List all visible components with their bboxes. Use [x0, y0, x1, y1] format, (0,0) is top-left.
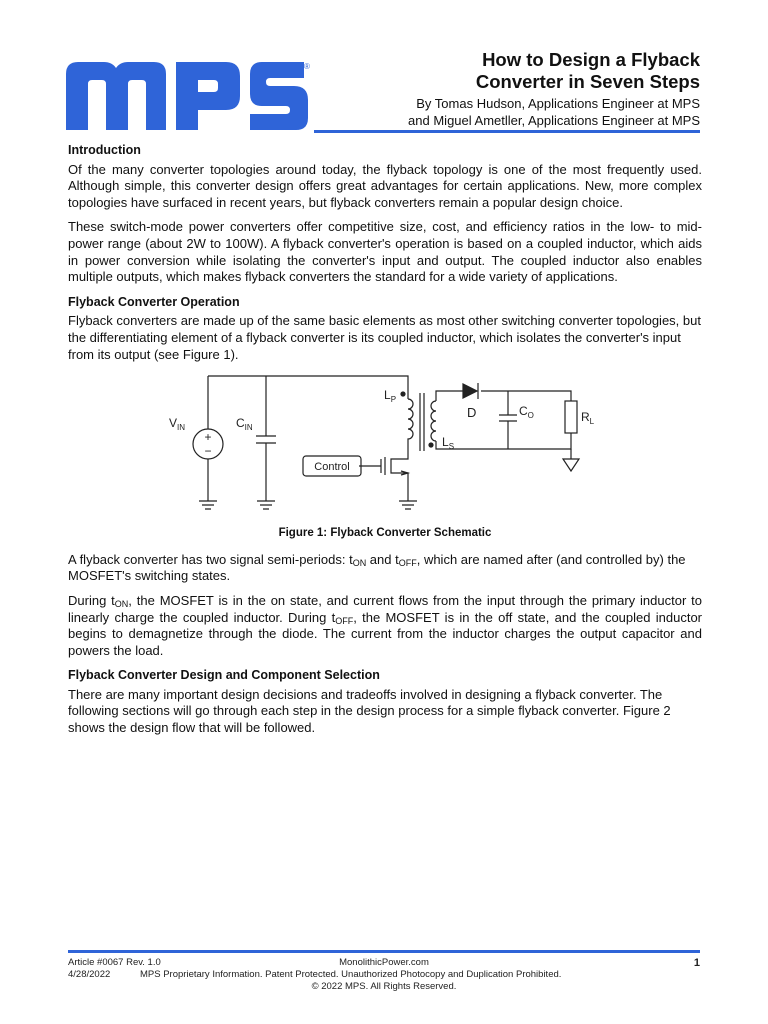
intro-paragraph-2: These switch-mode power converters offer competitive size, cost, and efficiency ratios in the low- to mid-power range (about 2W to 100W). A flyback converter's operation is based on a coupled inductor, which aids in power conversion while isolating the converter's input and output. The coupled inductor also enables multiple outputs, which makes flyback converters the standard for a wide variety of applications. — [68, 219, 702, 285]
operation-paragraph: Flyback converters are made up of the same basic elements as most other switching converter topologies, but the differentiating element of a flyback converter is its coupled inductor, which isolates the converter's input from its output (see Figure 1). — [68, 313, 701, 362]
flyback-schematic-figure — [68, 371, 702, 519]
output-top-wire — [436, 391, 571, 401]
header-rule — [314, 130, 700, 133]
polarity-dot-primary — [401, 392, 405, 396]
mosfet-drain-source — [391, 451, 408, 483]
design-heading: Flyback Converter Design and Component Selection — [68, 668, 380, 683]
transformer-core — [420, 393, 424, 451]
ground-icon — [199, 501, 217, 509]
semi-period-paragraph: A flyback converter has two signal semi-periods: $t_{ON}$ and $t_{OFF}$, which are named after (and controlled by) the MOSFET's switching states. — [68, 551, 686, 584]
lp-label: $L_P$ — [384, 388, 397, 405]
diode-label: D — [467, 405, 477, 421]
control-label: Control — [314, 461, 350, 474]
footer-site-link[interactable]: MonolithicPower.com — [339, 957, 429, 968]
design-paragraph: There are many important design decisions and tradeoffs involved in designing a flyback converter. The following sections will go through each step in the design process for a simple flyback converter. Figure 2 shows the design flow that will be followed. — [68, 686, 671, 736]
co-capacitor — [499, 391, 517, 449]
ground-icon — [399, 501, 417, 509]
cin-capacitor — [256, 376, 276, 501]
co-label: $C_O$ — [519, 404, 534, 421]
cin-label: $C_{IN}$ — [236, 416, 253, 433]
page-number: 1 — [693, 957, 700, 969]
intro-paragraph-1: Of the many converter topologies around today, the flyback topology is one of the most frequently used. Although simple, this converter design offers great advantages for certain applications. New, more complex topologies have surfaced in recent years, but flyback converters remain a popular design choice. — [68, 161, 702, 210]
mps-logo — [64, 60, 314, 130]
figure-caption: Figure 1: Flyback Converter Schematic — [278, 527, 492, 540]
ground-icon — [257, 501, 275, 509]
article-title: How to Design a Flyback Converter in Seven Steps — [475, 49, 700, 92]
diode-icon — [463, 384, 477, 398]
rl-resistor — [565, 401, 577, 433]
output-bottom-wire — [436, 433, 571, 452]
footer-rule — [68, 950, 700, 953]
rl-label: $R_L$ — [581, 410, 595, 427]
vin-plus: + — [204, 430, 212, 445]
mosfet-gate-icon — [381, 457, 385, 475]
article-number: Article #0067 Rev. 1.0 — [68, 957, 161, 968]
footer-copyright: © 2022 MPS. All Rights Reserved. — [311, 981, 457, 992]
output-ground-icon — [563, 449, 579, 471]
operation-heading: Flyback Converter Operation — [68, 294, 240, 309]
page-footer — [68, 957, 700, 993]
during-paragraph: During $t_{ON}$, the MOSFET is in the on state, and current flows from the input through the primary inductor to linearly charge the coupled inductor. During $t_{OFF}$, the MOSFET is in the off state, and the coupled inductor begins to demagnetize through the diode. The current from the inductor charges the output capacitor and powers the load. — [68, 592, 703, 658]
author-byline: By Tomas Hudson, Applications Engineer at MPS and Miguel Ametller, Applications Engineer at MPS — [408, 96, 700, 128]
registered-mark: ® — [304, 62, 310, 71]
primary-inductor — [408, 399, 413, 451]
footer-date: 4/28/2022 — [68, 969, 111, 980]
ls-label: $L_S$ — [442, 435, 455, 452]
article-body — [68, 142, 702, 745]
intro-heading: Introduction — [68, 143, 141, 157]
vin-minus: − — [204, 444, 212, 459]
polarity-dot-secondary — [429, 443, 433, 447]
flyback-schematic — [163, 371, 603, 519]
input-top-wire — [208, 376, 408, 399]
secondary-inductor — [431, 401, 436, 441]
vin-label: $V_{IN}$ — [169, 416, 186, 433]
footer-notice: MPS Proprietary Information. Patent Protected. Unauthorized Photocopy and Duplication Prohibited. — [140, 969, 562, 980]
